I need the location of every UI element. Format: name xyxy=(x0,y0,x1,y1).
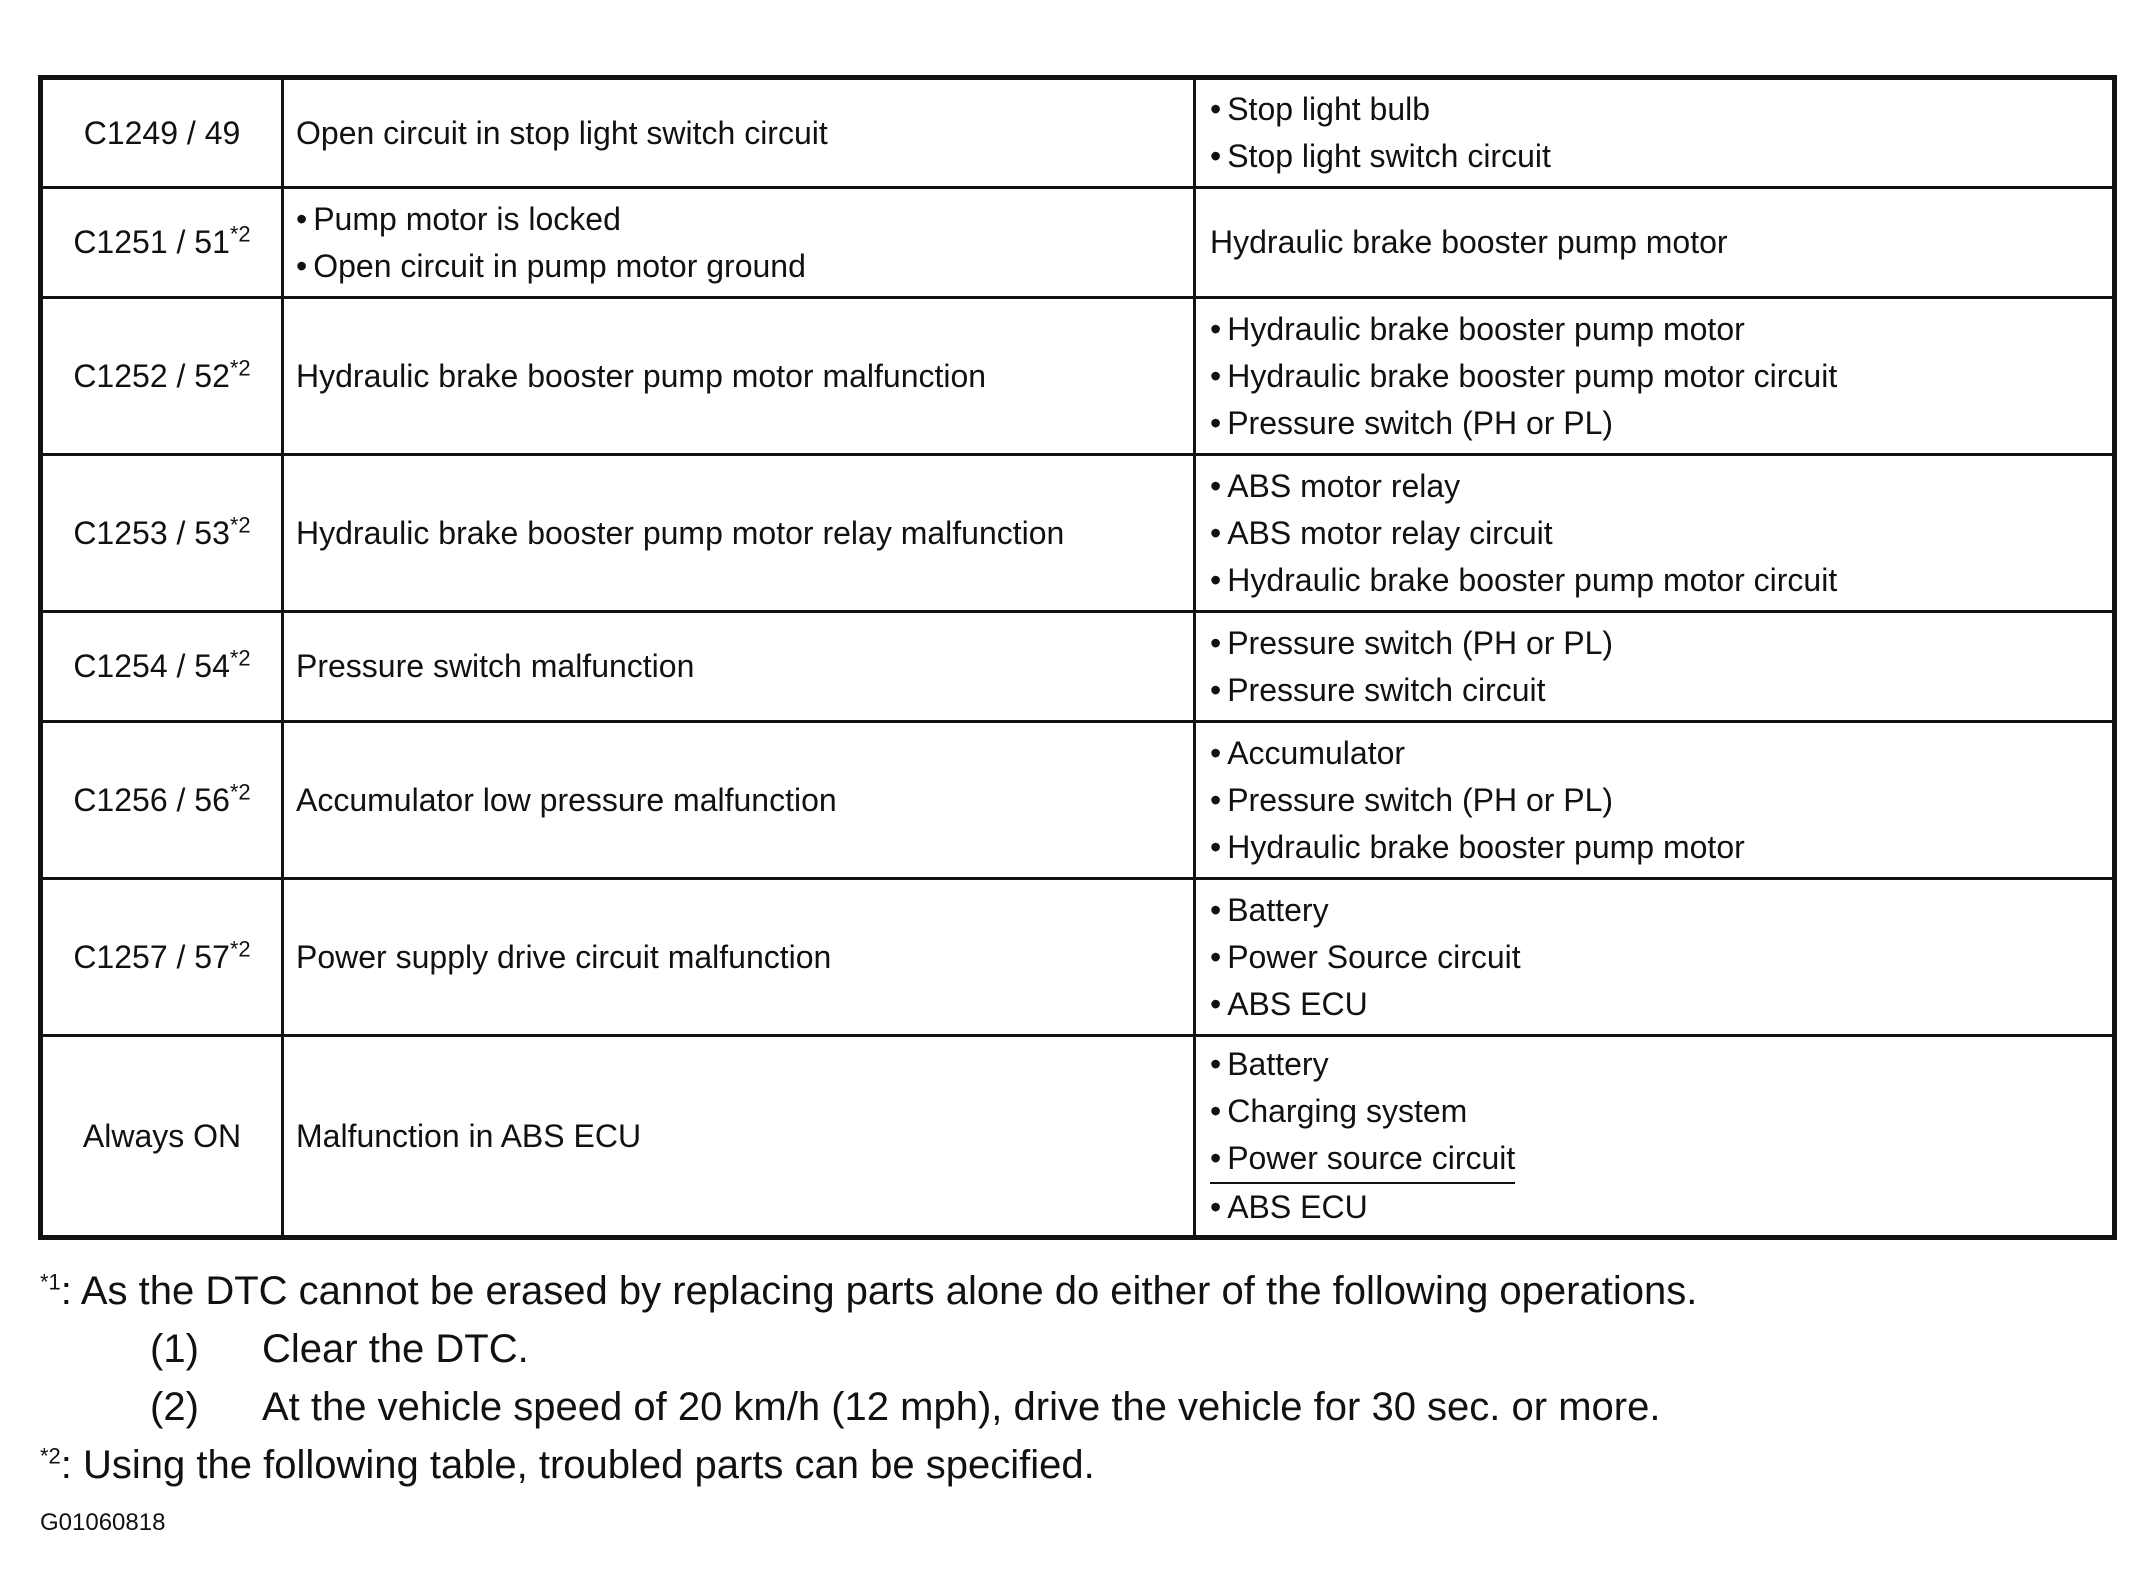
trouble-area-list xyxy=(1210,616,2112,718)
dtc-description-cell xyxy=(283,455,1195,612)
list-item: • Charging system xyxy=(1210,1088,2112,1135)
list-item: • ABS motor relay circuit xyxy=(1210,510,2112,557)
dtc-description-cell xyxy=(283,298,1195,455)
list-item: • Power Source circuit xyxy=(1210,934,2112,981)
list-item: • Battery xyxy=(1210,1041,2112,1088)
dtc-code: C1256 / 56 xyxy=(73,781,230,818)
figure-id: G01060818 xyxy=(40,1509,166,1536)
trouble-area-cell xyxy=(1195,188,2115,298)
list-item: • Hydraulic brake booster pump motor xyxy=(1210,306,2112,353)
dtc-code-cell xyxy=(41,1036,283,1238)
trouble-area-cell xyxy=(1195,879,2115,1036)
footnote-1 xyxy=(40,1262,2100,1320)
footnote-ref: *2 xyxy=(229,221,251,247)
list-item: • Power source circuit xyxy=(1210,1135,1515,1184)
dtc-code-cell xyxy=(41,455,283,612)
footnote-1-text: : As the DTC cannot be erased by replacing parts alone do either of the following operations. xyxy=(60,1269,1698,1313)
step-number: (2) xyxy=(150,1385,199,1429)
footnote-ref: *2 xyxy=(229,645,251,671)
step-number: (1) xyxy=(150,1327,199,1371)
table-row xyxy=(41,879,2115,1036)
list-item: • ABS ECU xyxy=(1210,1184,2112,1231)
table-row xyxy=(41,1036,2115,1238)
table-row xyxy=(41,455,2115,612)
table-row xyxy=(41,188,2115,298)
trouble-area-list xyxy=(1210,1037,2112,1235)
dtc-code: C1251 / 51 xyxy=(73,224,230,260)
trouble-area: Hydraulic brake booster pump motor xyxy=(1210,224,1728,260)
dtc-description: Pressure switch malfunction xyxy=(296,648,695,684)
list-item: • Hydraulic brake booster pump motor circuit xyxy=(1210,353,2112,400)
dtc-code-cell xyxy=(41,188,283,298)
step-text: Clear the DTC. xyxy=(262,1327,529,1371)
dtc-description: Malfunction in ABS ECU xyxy=(296,1117,642,1154)
list-item: • Stop light bulb xyxy=(1210,86,2112,133)
dtc-description-cell xyxy=(283,722,1195,879)
list-item: • Pressure switch (PH or PL) xyxy=(1210,400,2112,447)
dtc-code-cell xyxy=(41,298,283,455)
footnote-ref: *2 xyxy=(229,511,251,537)
dtc-code: C1249 / 49 xyxy=(83,114,241,151)
trouble-area-list xyxy=(1210,459,2112,608)
dtc-code: C1257 / 57 xyxy=(73,938,230,975)
list-item: • Pressure switch (PH or PL) xyxy=(1210,777,2112,824)
dtc-description: Power supply drive circuit malfunction xyxy=(296,938,832,975)
table-row xyxy=(41,722,2115,879)
trouble-area-cell xyxy=(1195,455,2115,612)
dtc-description: Hydraulic brake booster pump motor malfunction xyxy=(296,357,987,394)
dtc-table xyxy=(38,75,2117,1240)
footnote-ref: *2 xyxy=(229,935,251,961)
list-item: • Hydraulic brake booster pump motor xyxy=(1210,824,2112,871)
description-list xyxy=(296,192,1193,294)
trouble-area-list xyxy=(1210,883,2112,1032)
footnote-step-1 xyxy=(40,1320,2100,1378)
dtc-code-cell xyxy=(41,78,283,188)
footnote-ref: *2 xyxy=(229,778,251,804)
dtc-description: Accumulator low pressure malfunction xyxy=(296,781,837,818)
trouble-area-cell xyxy=(1195,298,2115,455)
dtc-code-cell xyxy=(41,879,283,1036)
table-row xyxy=(41,298,2115,455)
dtc-description: Hydraulic brake booster pump motor relay malfunction xyxy=(296,514,1065,551)
trouble-area-cell xyxy=(1195,1036,2115,1238)
list-item: • Battery xyxy=(1210,887,2112,934)
list-item: • Open circuit in pump motor ground xyxy=(296,243,1193,290)
table-row xyxy=(41,612,2115,722)
trouble-area-cell xyxy=(1195,612,2115,722)
footnote-2-text: : Using the following table, troubled parts can be specified. xyxy=(60,1443,1095,1487)
list-item: • ABS motor relay xyxy=(1210,463,2112,510)
trouble-area-list xyxy=(1210,302,2112,451)
trouble-area-cell xyxy=(1195,78,2115,188)
footnote-2 xyxy=(40,1436,2100,1494)
dtc-description-cell xyxy=(283,879,1195,1036)
dtc-code-cell xyxy=(41,612,283,722)
dtc-code: C1252 / 52 xyxy=(73,357,230,394)
dtc-code: C1253 / 53 xyxy=(73,514,230,551)
trouble-area-list xyxy=(1210,726,2112,875)
trouble-area-list xyxy=(1210,82,2112,184)
list-item: • Hydraulic brake booster pump motor circuit xyxy=(1210,557,2112,604)
dtc-description-cell xyxy=(283,1036,1195,1238)
dtc-table-body xyxy=(41,78,2115,1238)
footnote-step-2 xyxy=(40,1378,2100,1436)
dtc-code: C1254 / 54 xyxy=(73,648,230,684)
list-item: • Pump motor is locked xyxy=(296,196,1193,243)
list-item: • Accumulator xyxy=(1210,730,2112,777)
footnotes xyxy=(40,1262,2100,1494)
dtc-description-cell xyxy=(283,612,1195,722)
dtc-code: Always ON xyxy=(82,1117,242,1154)
list-item: • ABS ECU xyxy=(1210,981,2112,1028)
footnote-2-mark: *2 xyxy=(40,1443,61,1469)
footnote-ref: *2 xyxy=(229,354,251,380)
list-item: • Pressure switch (PH or PL) xyxy=(1210,620,2112,667)
list-item: • Pressure switch circuit xyxy=(1210,667,2112,714)
dtc-description: Open circuit in stop light switch circuit xyxy=(296,114,828,151)
dtc-code-cell xyxy=(41,722,283,879)
step-text: At the vehicle speed of 20 km/h (12 mph), drive the vehicle for 30 sec. or more. xyxy=(262,1385,1661,1429)
trouble-area-cell xyxy=(1195,722,2115,879)
dtc-description-cell xyxy=(283,188,1195,298)
footnote-1-mark: *1 xyxy=(40,1269,61,1295)
dtc-description-cell xyxy=(283,78,1195,188)
table-row xyxy=(41,78,2115,188)
list-item: • Stop light switch circuit xyxy=(1210,133,2112,180)
